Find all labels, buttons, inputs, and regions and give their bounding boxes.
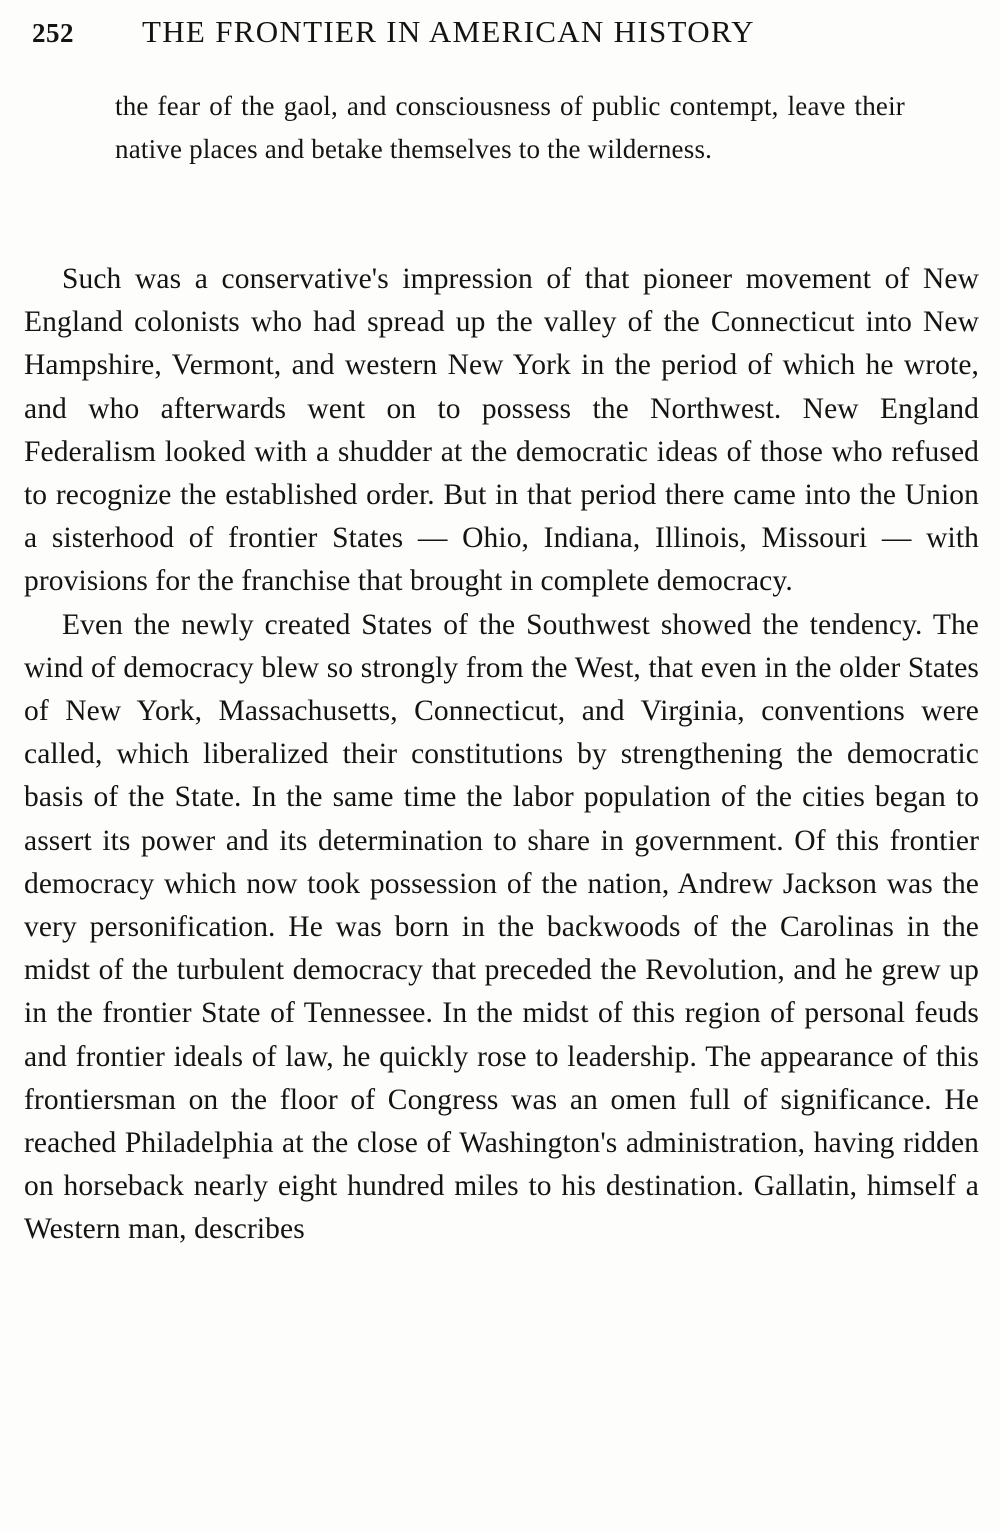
running-head-title: THE FRONTIER IN AMERICAN HISTORY (142, 14, 755, 49)
body-text (24, 258, 979, 1252)
block-quotation: the fear of the gaol, and consciousness of public contempt, leave their native places and betake themselves to the wilderness. (115, 91, 905, 164)
page-number: 252 (32, 18, 74, 48)
paragraph: Even the newly created States of the Southwest showed the tendency. The wind of democracy blew so strongly from the West, that even in the older States of New York, Massachusetts, Connecticut, and Virginia, conventions were called, which liberalized their constitutions by strengthening the democratic basis of the State. In the same time the labor population of the cities began to assert its power and its determination to share in government. Of this frontier democracy which now took possession of the nation, Andrew Jackson was the very personification. He was born in the backwoods of the Carolinas in the midst of the turbulent democracy that preceded the Revolution, and he grew up in the frontier State of Tennessee. In the midst of this region of personal feuds and frontier ideals of law, he quickly rose to leadership. The appearance of this frontiersman on the floor of Congress was an omen full of significance. He reached Philadelphia at the close of Washington's administration, having ridden on horseback nearly eight hundred miles to his destination. Gallatin, himself a Western man, describes (24, 608, 979, 1246)
paragraph: Such was a conservative's impression of that pioneer movement of New England colonists who had spread up the valley of the Connecticut into New Hampshire, Vermont, and western New York in the period of which he wrote, and who afterwards went on to possess the Northwest. New England Federalism looked with a shudder at the democratic ideas of those who refused to recognize the established order. But in that period there came into the Union a sisterhood of frontier States — Ohio, Indiana, Illinois, Missouri — with provisions for the franchise that brought in complete democracy. (24, 263, 979, 598)
running-head (0, 8, 1000, 54)
